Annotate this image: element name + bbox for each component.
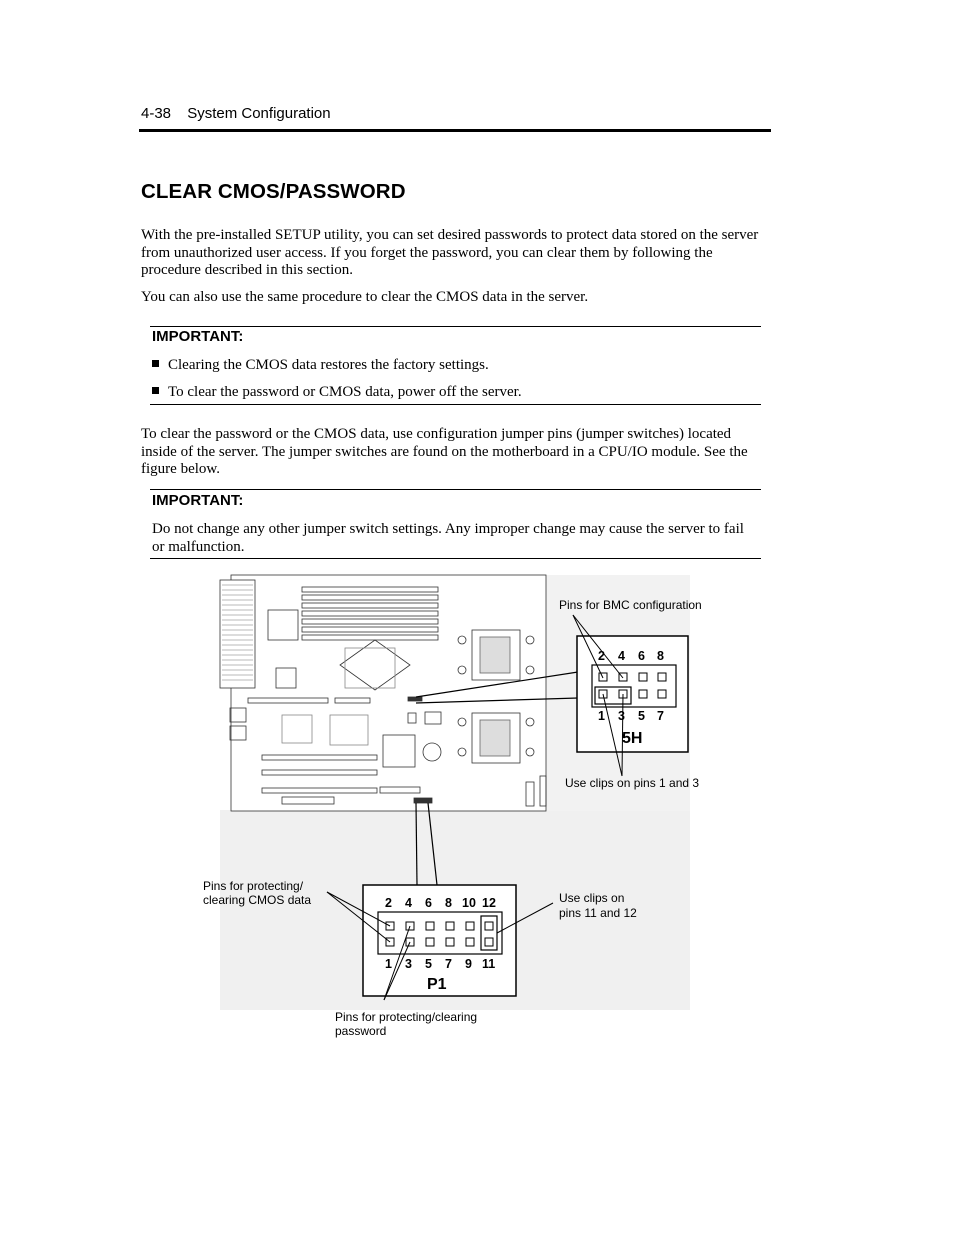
pin-label: 9 (465, 957, 472, 971)
pin-label: 4 (405, 896, 412, 910)
pin-label: 6 (425, 896, 432, 910)
pin-label: 8 (445, 896, 452, 910)
intro-paragraph-2: You can also use the same procedure to clear the CMOS data in the server. (141, 289, 589, 305)
motherboard-diagram (220, 575, 546, 811)
cmos-label-line-2: clearing CMOS data (203, 893, 312, 907)
important-heading-1: IMPORTANT: (152, 328, 244, 345)
pin-label: 11 (482, 957, 496, 971)
pin-label: 5 (638, 709, 645, 723)
pin-label: 1 (385, 957, 392, 971)
body-paragraph: To clear the password or the CMOS data, use configuration jumper pins (jumper switches) located inside of the server. The jumper switches are found on the motherboard in a CPU/IO module. See the figure below. (141, 426, 748, 477)
cmos-label-line-1: Pins for protecting/ (203, 879, 304, 893)
pin-label: 6 (638, 649, 645, 663)
page-number: 4-38 (141, 105, 172, 122)
bullet-text: Clearing the CMOS data restores the factory settings. (168, 357, 489, 373)
pin-label: 7 (657, 709, 664, 723)
jumper-name-p1: P1 (427, 976, 447, 993)
pin-label: 8 (657, 649, 664, 663)
pin-label: 1 (598, 709, 605, 723)
jumper-p1 (363, 885, 516, 996)
pin-label: 2 (385, 896, 392, 910)
clip-label-line-1: Use clips on (559, 891, 625, 905)
pin-label: 7 (445, 957, 452, 971)
pin-label: 3 (405, 957, 412, 971)
pin-label: 4 (618, 649, 625, 663)
bmc-config-label: Pins for BMC configuration (559, 598, 702, 612)
password-label-line-1: Pins for protecting/clearing (335, 1010, 478, 1024)
bmc-clip-label: Use clips on pins 1 and 3 (565, 776, 700, 790)
important-text-2: Do not change any other jumper switch settings. Any improper change may cause the server to fail or malfunction. (152, 521, 744, 555)
bullet-text: To clear the password or CMOS data, power off the server. (168, 384, 522, 400)
pin-label: 2 (598, 649, 605, 663)
clip-label-line-2: pins 11 and 12 (559, 906, 637, 920)
pin-label: 12 (482, 896, 496, 910)
intro-paragraph-1: With the pre-installed SETUP utility, you can set desired passwords to protect data stored on the server from unauthorized user access. If you forget the password, you can clear them by following the procedure described in this section. (141, 227, 759, 278)
pin-label: 10 (462, 896, 476, 910)
pin-label: 5 (425, 957, 432, 971)
jumper-5h (577, 636, 688, 752)
page-title: CLEAR CMOS/PASSWORD (141, 180, 406, 203)
jumper-name-5h: 5H (622, 730, 643, 747)
section-title: System Configuration (187, 105, 331, 122)
pin-label: 3 (618, 709, 625, 723)
password-label-line-2: password (335, 1024, 387, 1038)
important-heading-2: IMPORTANT: (152, 492, 244, 509)
